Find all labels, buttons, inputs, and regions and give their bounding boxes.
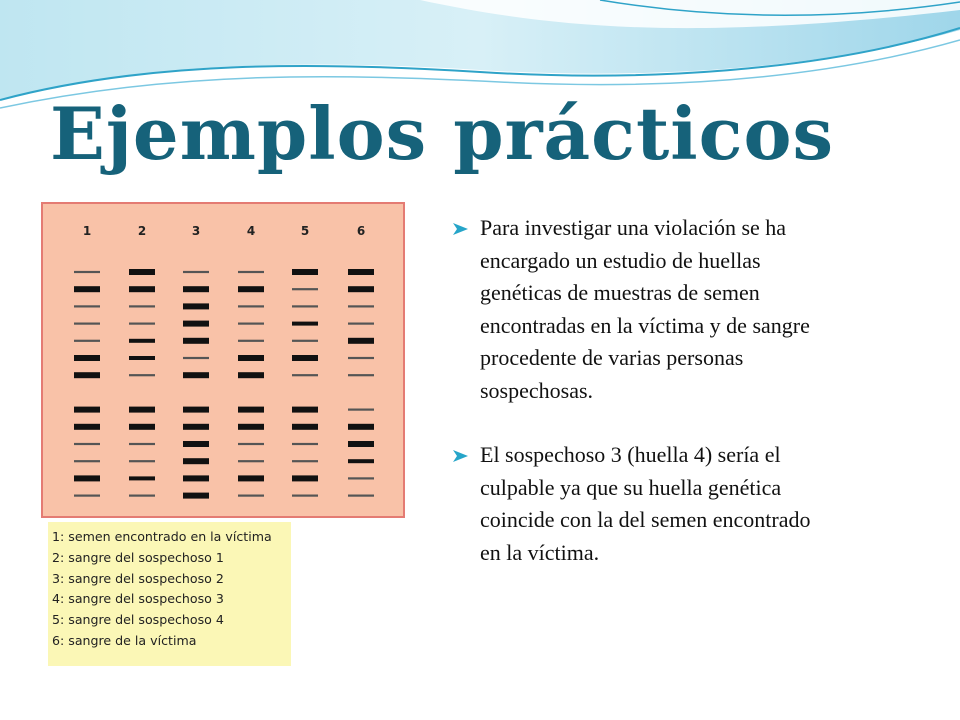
dna-band <box>348 495 374 497</box>
dna-band <box>183 286 209 292</box>
lane-label: 4 <box>246 224 256 238</box>
dna-band <box>74 460 100 462</box>
dna-gel-diagram <box>41 202 405 518</box>
dna-band <box>74 323 100 325</box>
dna-band <box>183 441 209 447</box>
lane-label: 2 <box>137 224 147 238</box>
dna-band <box>348 459 374 463</box>
dna-band <box>183 407 209 413</box>
dna-band <box>292 495 318 497</box>
dna-band <box>183 321 209 327</box>
dna-band <box>292 355 318 361</box>
bullet-line: encargado un estudio de huellas <box>480 247 761 273</box>
lane-label: 1 <box>82 224 92 238</box>
bullet-line: El sospechoso 3 (huella 4) sería el <box>480 442 781 467</box>
dna-band <box>129 407 155 413</box>
dna-band <box>348 338 374 344</box>
dna-band <box>74 407 100 413</box>
dna-band <box>183 424 209 430</box>
dna-band <box>129 424 155 430</box>
dna-band <box>74 372 100 378</box>
dna-band <box>348 323 374 325</box>
dna-band <box>238 475 264 481</box>
dna-band <box>129 305 155 307</box>
dna-band <box>238 305 264 307</box>
dna-band <box>74 443 100 445</box>
dna-band <box>292 269 318 275</box>
page-title: Ejemplos prácticos <box>50 91 835 176</box>
dna-band <box>183 458 209 464</box>
arrow-bullet-icon <box>452 449 469 463</box>
dna-band <box>183 271 209 273</box>
dna-band <box>292 340 318 342</box>
dna-band <box>183 357 209 359</box>
dna-band <box>74 495 100 497</box>
bullet-line: procedente de varias personas <box>480 345 744 370</box>
dna-band <box>129 443 155 445</box>
arrow-bullet-icon <box>452 222 469 236</box>
dna-band <box>129 460 155 462</box>
dna-band <box>348 477 374 479</box>
dna-band <box>292 374 318 376</box>
dna-band <box>129 495 155 497</box>
legend-item: 3: sangre del sospechoso 2 <box>52 570 224 586</box>
dna-band <box>129 339 155 343</box>
legend-item: 2: sangre del sospechoso 1 <box>52 549 224 565</box>
bullet-line: encontradas en la víctima y de sangre <box>480 312 810 338</box>
bullet-line: sospechosas. <box>480 377 594 403</box>
dna-band <box>348 286 374 292</box>
legend-item: 4: sangre del sospechoso 3 <box>52 591 224 607</box>
dna-band <box>292 460 318 462</box>
dna-band <box>74 475 100 481</box>
dna-band <box>348 441 374 447</box>
bullet-line: en la víctima. <box>480 539 600 565</box>
bullet-line: genéticas de muestras de semen <box>480 280 760 305</box>
bullet-line: culpable ya que su huella genética <box>480 474 782 500</box>
dna-band <box>292 424 318 430</box>
dna-band <box>348 269 374 275</box>
dna-band <box>292 407 318 413</box>
dna-band <box>238 424 264 430</box>
lane-label: 5 <box>300 224 310 238</box>
dna-band <box>348 424 374 430</box>
dna-band <box>238 443 264 445</box>
dna-band <box>74 340 100 342</box>
dna-band <box>183 372 209 378</box>
dna-band <box>238 286 264 292</box>
legend-item: 5: sangre del sospechoso 4 <box>52 612 224 628</box>
dna-band <box>74 286 100 292</box>
dna-band <box>348 374 374 376</box>
dna-band <box>292 305 318 307</box>
dna-band <box>183 338 209 344</box>
dna-band <box>238 355 264 361</box>
dna-band <box>348 305 374 307</box>
dna-band <box>292 443 318 445</box>
dna-band <box>238 323 264 325</box>
legend-item: 6: sangre de la víctima <box>52 632 197 648</box>
dna-band <box>238 495 264 497</box>
legend-item: 1: semen encontrado en la víctima <box>52 529 272 544</box>
dna-band <box>238 407 264 413</box>
bullet-line: Para investigar una violación se ha <box>480 215 787 240</box>
dna-band <box>129 476 155 480</box>
lane-label: 6 <box>356 224 366 238</box>
dna-band <box>183 303 209 309</box>
bullet-line: coincide con la del semen encontrado <box>480 507 811 532</box>
dna-band <box>74 424 100 430</box>
dna-band <box>129 356 155 360</box>
dna-band <box>238 271 264 273</box>
dna-band <box>348 409 374 411</box>
dna-band <box>238 372 264 378</box>
dna-band <box>74 355 100 361</box>
dna-band <box>129 323 155 325</box>
dna-band <box>292 475 318 481</box>
dna-band <box>238 460 264 462</box>
dna-band <box>292 288 318 290</box>
dna-band <box>129 286 155 292</box>
dna-band <box>183 493 209 499</box>
bullet-item <box>452 439 922 569</box>
dna-band <box>74 271 100 273</box>
dna-band <box>238 340 264 342</box>
dna-band <box>129 374 155 376</box>
bullet-item <box>452 212 922 407</box>
dna-band <box>129 269 155 275</box>
lane-label: 3 <box>191 224 201 238</box>
gel-legend <box>48 522 291 666</box>
bullet-list <box>452 212 922 601</box>
dna-band <box>74 305 100 307</box>
dna-band <box>183 475 209 481</box>
dna-band <box>292 322 318 326</box>
dna-band <box>348 357 374 359</box>
